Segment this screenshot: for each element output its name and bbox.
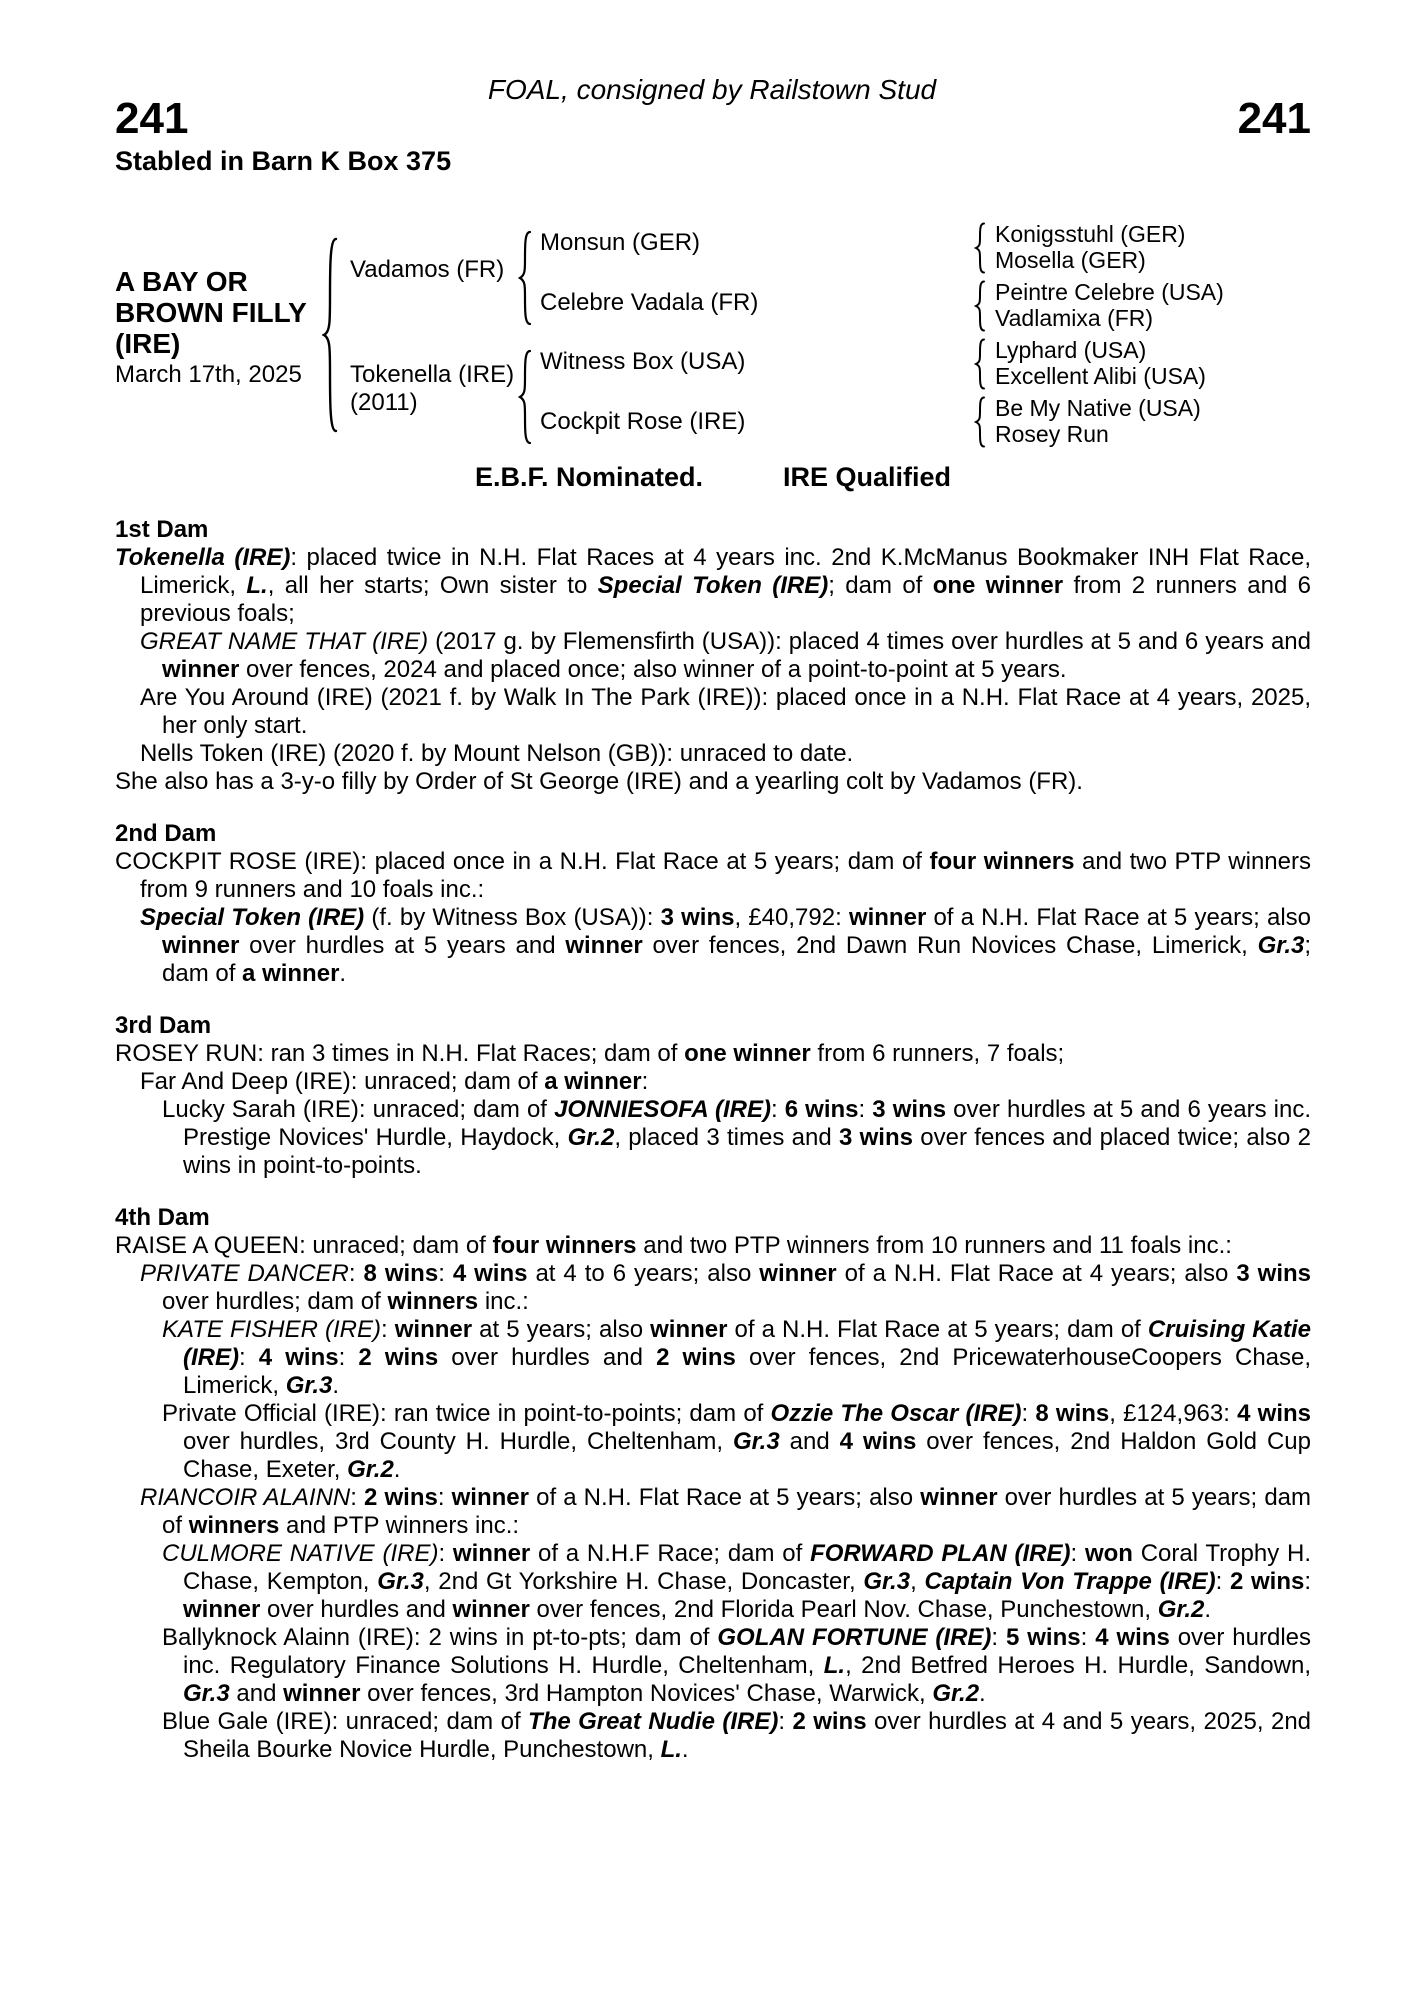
great-grandparent-name: Rosey Run xyxy=(995,421,1109,447)
sire-name: Vadamos (FR) xyxy=(350,256,505,283)
pedigree-paragraph: GREAT NAME THAT (IRE) (2017 g. by Flemensfirth (USA)): placed 4 times over hurdles at 5 and 6 years and winner over fences, 2024 and placed once; also winner of a point-to-point at 5 years. xyxy=(140,628,1311,683)
great-grandparent-name: Lyphard (USA) xyxy=(995,337,1147,363)
great-grandparent-name: Peintre Celebre (USA) xyxy=(995,279,1224,305)
pedigree-paragraph: Private Official (IRE): ran twice in point-to-points; dam of Ozzie The Oscar (IRE): 8 wins, £124,963: 4 wins over hurdles, 3rd County H. Hurdle, Cheltenham, Gr.3 and 4 wins over fences, 2nd Haldon Gold Cup Chase, Exeter, Gr.2. xyxy=(162,1400,1311,1483)
pedigree-paragraph: CULMORE NATIVE (IRE): winner of a N.H.F Race; dam of FORWARD PLAN (IRE): won Coral Trophy H. Chase, Kempton, Gr.3, 2nd Gt Yorkshire H. Chase, Doncaster, Gr.3, Captain Von Trappe (IRE): 2 wins: winner over hurdles and winner over fences, 2nd Florida Pearl Nov. Chase, Punchestown, Gr.2. xyxy=(162,1540,1312,1623)
pedigree-paragraph: Ballyknock Alainn (IRE): 2 wins in pt-to-pts; dam of GOLAN FORTUNE (IRE): 5 wins: 4 wins over hurdles inc. Regulatory Finance Solutions H. Hurdle, Cheltenham, L., 2nd Betfred Heroes H. Hurdle, Sandown, Gr.3 and winner over fences, 3rd Hampton Novices' Chase, Warwick, Gr.2. xyxy=(162,1624,1312,1707)
grandparent-name: Cockpit Rose (IRE) xyxy=(540,408,746,435)
subject-name-line: A BAY OR xyxy=(115,266,248,297)
pedigree-brace-icon xyxy=(518,230,532,326)
great-grandparent-pair xyxy=(995,221,1185,273)
dam-section xyxy=(115,516,1311,796)
subject-name-line: (IRE) xyxy=(115,328,181,359)
pedigree-brace-icon xyxy=(518,349,532,445)
pedigree-paragraph: KATE FISHER (IRE): winner at 5 years; also winner of a N.H. Flat Race at 5 years; dam of Cruising Katie (IRE): 4 wins: 2 wins over hurdles and 2 wins over fences, 2nd PricewaterhouseCoopers Chase, Limerick, Gr.3. xyxy=(162,1316,1312,1399)
dam-section-heading: 1st Dam xyxy=(115,516,209,543)
great-grandparent-name: Mosella (GER) xyxy=(995,247,1146,273)
great-grandparent-pair xyxy=(995,337,1206,389)
pedigree-paragraph: She also has a 3-y-o filly by Order of St George (IRE) and a yearling colt by Vadamos (FR). xyxy=(115,768,1083,795)
dam-section xyxy=(115,820,1311,988)
pedigree-brace-icon xyxy=(322,237,338,433)
subject-foaling-date: March 17th, 2025 xyxy=(115,361,302,388)
dam-section-heading: 2nd Dam xyxy=(115,820,217,847)
pedigree-paragraph: COCKPIT ROSE (IRE): placed once in a N.H. Flat Race at 5 years; dam of four winners and two PTP winners from 9 runners and 10 foals inc.: xyxy=(115,848,1311,903)
dam-name: Tokenella (IRE) xyxy=(350,361,515,388)
ebf-nominated-label: E.B.F. Nominated. xyxy=(474,462,703,492)
pedigree-paragraph: Blue Gale (IRE): unraced; dam of The Great Nudie (IRE): 2 wins over hurdles at 4 and 5 years, 2025, 2nd Sheila Bourke Novice Hurdle, Punchestown, L.. xyxy=(162,1708,1312,1763)
dam-block xyxy=(350,361,514,417)
great-grandparent-pair xyxy=(995,395,1201,447)
dam-section xyxy=(115,1204,1311,1764)
subject-name-line: BROWN FILLY xyxy=(115,297,307,328)
pedigree-paragraph: Lucky Sarah (IRE): unraced; dam of JONNIESOFA (IRE): 6 wins: 3 wins over hurdles at 5 and 6 years inc. Prestige Novices' Hurdle, Haydock, Gr.2, placed 3 times and 3 wins over fences and placed twice; also 2 wins in point-to-points. xyxy=(162,1096,1312,1179)
pedigree-brace-icon xyxy=(974,396,986,448)
dam-section-heading: 3rd Dam xyxy=(115,1012,212,1039)
pedigree-paragraph: RAISE A QUEEN: unraced; dam of four winners and two PTP winners from 10 runners and 11 foals inc.: xyxy=(115,1232,1232,1259)
pedigree-paragraph: Nells Token (IRE) (2020 f. by Mount Nelson (GB)): unraced to date. xyxy=(140,740,854,767)
lot-number-row xyxy=(115,96,1311,142)
grandparent-name: Monsun (GER) xyxy=(540,229,701,256)
consignor-line: FOAL, consigned by Railstown Stud xyxy=(487,74,937,105)
dam-section xyxy=(115,1012,1311,1180)
grandparent-name: Witness Box (USA) xyxy=(540,348,746,375)
pedigree-brace-icon xyxy=(974,338,986,390)
pedigree-paragraph: RIANCOIR ALAINN: 2 wins: winner of a N.H. Flat Race at 5 years; also winner over hurdles at 5 years; dam of winners and PTP winners inc.: xyxy=(140,1484,1312,1539)
catalogue-text xyxy=(115,516,1311,1764)
great-grandparent-name: Konigsstuhl (GER) xyxy=(995,221,1186,247)
great-grandparent-name: Vadlamixa (FR) xyxy=(995,305,1154,331)
great-grandparent-pair xyxy=(995,279,1224,331)
pedigree-paragraph: Tokenella (IRE): placed twice in N.H. Flat Races at 4 years inc. 2nd K.McManus Bookmaker INH Flat Race, Limerick, L., all her starts; Own sister to Special Token (IRE); dam of one winner from 2 runners and 6 previous foals; xyxy=(115,544,1312,627)
pedigree-paragraph: PRIVATE DANCER: 8 wins: 4 wins at 4 to 6 years; also winner of a N.H. Flat Race at 4 years; also 3 wins over hurdles; dam of winners inc.: xyxy=(140,1260,1312,1315)
stable-line: Stabled in Barn K Box 375 xyxy=(115,146,452,176)
pedigree-paragraph: ROSEY RUN: ran 3 times in N.H. Flat Races; dam of one winner from 6 runners, 7 foals; xyxy=(115,1040,1065,1067)
great-grandparent-name: Be My Native (USA) xyxy=(995,395,1201,421)
nominations-line xyxy=(115,462,1311,493)
lot-number-left: 241 xyxy=(115,94,189,143)
dam-year: (2011) xyxy=(350,389,418,416)
pedigree-brace-icon xyxy=(974,280,986,332)
grandparent-name: Celebre Vadala (FR) xyxy=(540,289,759,316)
pedigree-paragraph: Special Token (IRE) (f. by Witness Box (USA)): 3 wins, £40,792: winner of a N.H. Flat Race at 5 years; also winner over hurdles at 5 years and winner over fences, 2nd Dawn Run Novices Chase, Limerick, Gr.3; dam of a winner. xyxy=(140,904,1312,987)
pedigree-paragraph: Far And Deep (IRE): unraced; dam of a winner: xyxy=(140,1068,649,1095)
pedigree-paragraph: Are You Around (IRE) (2021 f. by Walk In The Park (IRE)): placed once in a N.H. Flat Race at 4 years, 2025, her only start. xyxy=(140,684,1311,739)
great-grandparent-name: Excellent Alibi (USA) xyxy=(995,363,1206,389)
ire-qualified-label: IRE Qualified xyxy=(783,462,952,492)
pedigree-brace-icon xyxy=(974,222,986,274)
dam-section-heading: 4th Dam xyxy=(115,1204,210,1231)
subject-block xyxy=(115,266,335,389)
lot-number-right: 241 xyxy=(1237,94,1311,143)
